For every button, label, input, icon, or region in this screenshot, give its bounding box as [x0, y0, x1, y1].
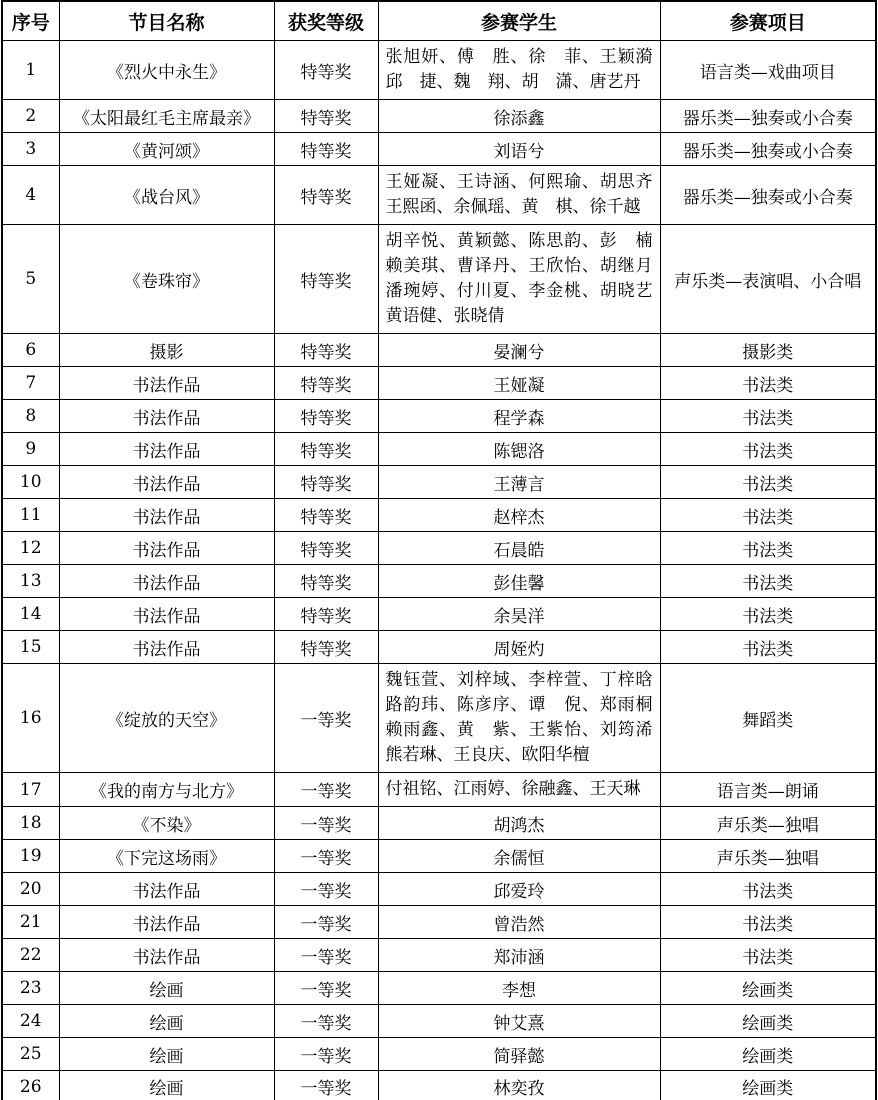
cell-award: 特等奖: [274, 133, 378, 166]
table-row: [2, 664, 876, 773]
cell-award: 一等奖: [274, 906, 378, 939]
cell-program: 书法作品: [59, 939, 274, 972]
cell-no: 18: [2, 807, 59, 840]
cell-project: 声乐类—独唱: [660, 840, 876, 873]
cell-program: 书法作品: [59, 906, 274, 939]
student-names-line: 王娅凝、王诗涵、何熙瑜、胡思齐: [385, 172, 653, 192]
cell-students: 王薄言: [378, 466, 660, 499]
table-row: [2, 631, 876, 664]
table-row: [2, 166, 876, 225]
column-header-award: 获奖等级: [274, 1, 378, 41]
table-row: [2, 466, 876, 499]
cell-no: 7: [2, 367, 59, 400]
student-names-line: 赖雨鑫、黄 紫、王紫怡、刘筠浠: [385, 720, 653, 740]
cell-students: [378, 225, 660, 334]
cell-students: [378, 664, 660, 773]
cell-award: 特等奖: [274, 631, 378, 664]
cell-no: 21: [2, 906, 59, 939]
cell-program: 绘画: [59, 1071, 274, 1100]
table-row: [2, 565, 876, 598]
cell-program: 书法作品: [59, 565, 274, 598]
cell-students: 王娅凝: [378, 367, 660, 400]
table-row: [2, 499, 876, 532]
cell-award: 特等奖: [274, 433, 378, 466]
cell-no: 9: [2, 433, 59, 466]
cell-students: 简驿懿: [378, 1038, 660, 1071]
cell-program: 书法作品: [59, 499, 274, 532]
cell-program: 《黄河颂》: [59, 133, 274, 166]
cell-project: 声乐类—独唱: [660, 807, 876, 840]
cell-students: 程学森: [378, 400, 660, 433]
table-row: [2, 367, 876, 400]
cell-no: 3: [2, 133, 59, 166]
cell-students: 钟艾熹: [378, 1005, 660, 1038]
cell-project: 声乐类—表演唱、小合唱: [660, 225, 876, 334]
cell-students: 徐添鑫: [378, 100, 660, 133]
cell-no: 17: [2, 773, 59, 807]
table-row: [2, 840, 876, 873]
cell-award: 一等奖: [274, 1005, 378, 1038]
student-names-line: 黄语健、张晓倩: [385, 306, 505, 326]
cell-program: 《卷珠帘》: [59, 225, 274, 334]
table-row: [2, 773, 876, 807]
cell-no: 4: [2, 166, 59, 225]
student-names-line: 熊若琳、王良庆、欧阳华檀: [385, 745, 590, 765]
cell-project: 书法类: [660, 532, 876, 565]
table-row: [2, 807, 876, 840]
cell-no: 16: [2, 664, 59, 773]
cell-students: 余儒恒: [378, 840, 660, 873]
cell-award: 特等奖: [274, 100, 378, 133]
cell-program: 《战台风》: [59, 166, 274, 225]
cell-project: 绘画类: [660, 1071, 876, 1100]
cell-program: 《不染》: [59, 807, 274, 840]
table-row: [2, 41, 876, 100]
cell-program: 书法作品: [59, 873, 274, 906]
cell-project: 书法类: [660, 873, 876, 906]
cell-award: 特等奖: [274, 565, 378, 598]
cell-program: 绘画: [59, 1005, 274, 1038]
cell-award: 一等奖: [274, 1071, 378, 1100]
cell-project: 书法类: [660, 433, 876, 466]
cell-no: 5: [2, 225, 59, 334]
cell-students: 赵梓杰: [378, 499, 660, 532]
student-names-line: 付祖铭、江雨婷、徐融鑫、王天琳: [385, 779, 641, 799]
cell-project: 书法类: [660, 565, 876, 598]
cell-project: 语言类—朗诵: [660, 773, 876, 807]
cell-program: 绘画: [59, 972, 274, 1005]
cell-no: 8: [2, 400, 59, 433]
cell-project: 书法类: [660, 906, 876, 939]
cell-project: 器乐类—独奏或小合奏: [660, 166, 876, 225]
cell-no: 26: [2, 1071, 59, 1100]
cell-program: 书法作品: [59, 466, 274, 499]
table-header: [2, 1, 876, 41]
cell-project: 书法类: [660, 598, 876, 631]
cell-award: 一等奖: [274, 972, 378, 1005]
table-row: [2, 133, 876, 166]
student-names-line: 魏钰萱、刘梓域、李梓萱、丁梓晗: [385, 670, 653, 690]
cell-program: 《太阳最红毛主席最亲》: [59, 100, 274, 133]
cell-students: 郑沛涵: [378, 939, 660, 972]
table-row: [2, 1005, 876, 1038]
cell-award: 特等奖: [274, 334, 378, 367]
header-row: [2, 1, 876, 41]
cell-award: 一等奖: [274, 939, 378, 972]
student-names-line: 邱 捷、魏 翔、胡 潇、唐艺丹: [385, 72, 641, 92]
cell-project: 摄影类: [660, 334, 876, 367]
column-header-program: 节目名称: [59, 1, 274, 41]
cell-students: 胡鸿杰: [378, 807, 660, 840]
column-header-students: 参赛学生: [378, 1, 660, 41]
cell-program: 书法作品: [59, 631, 274, 664]
cell-project: 语言类—戏曲项目: [660, 41, 876, 100]
student-names-line: 王熙函、余佩瑶、黄 棋、徐千越: [385, 197, 641, 217]
cell-project: 书法类: [660, 939, 876, 972]
awards-table: [1, 0, 877, 1100]
cell-project: 书法类: [660, 499, 876, 532]
cell-project: 器乐类—独奏或小合奏: [660, 133, 876, 166]
cell-no: 14: [2, 598, 59, 631]
table-row: [2, 225, 876, 334]
table-row: [2, 939, 876, 972]
cell-award: 一等奖: [274, 773, 378, 807]
table-row: [2, 1038, 876, 1071]
cell-no: 12: [2, 532, 59, 565]
cell-project: 书法类: [660, 367, 876, 400]
student-names-line: 赖美琪、曹译丹、王欣怡、胡继月: [385, 256, 653, 276]
table-row: [2, 598, 876, 631]
cell-project: 书法类: [660, 400, 876, 433]
cell-program: 《我的南方与北方》: [59, 773, 274, 807]
student-names-line: 胡辛悦、黄颖懿、陈思韵、彭 楠: [385, 231, 653, 251]
cell-award: 一等奖: [274, 1038, 378, 1071]
cell-project: 器乐类—独奏或小合奏: [660, 100, 876, 133]
cell-students: 邱爱玲: [378, 873, 660, 906]
cell-project: 绘画类: [660, 1005, 876, 1038]
cell-award: 特等奖: [274, 598, 378, 631]
cell-no: 13: [2, 565, 59, 598]
cell-no: 10: [2, 466, 59, 499]
cell-project: 书法类: [660, 631, 876, 664]
student-names-line: 张旭妍、傅 胜、徐 菲、王颖漪: [385, 47, 653, 67]
cell-students: 陈锶洛: [378, 433, 660, 466]
cell-program: 《绽放的天空》: [59, 664, 274, 773]
cell-no: 19: [2, 840, 59, 873]
cell-program: 绘画: [59, 1038, 274, 1071]
cell-award: 特等奖: [274, 41, 378, 100]
table-row: [2, 100, 876, 133]
cell-no: 23: [2, 972, 59, 1005]
student-names-line: 潘琬婷、付川夏、李金桃、胡晓艺: [385, 281, 653, 301]
cell-no: 15: [2, 631, 59, 664]
table-row: [2, 906, 876, 939]
table-row: [2, 532, 876, 565]
cell-no: 25: [2, 1038, 59, 1071]
cell-no: 2: [2, 100, 59, 133]
table-row: [2, 873, 876, 906]
table-row: [2, 1071, 876, 1100]
cell-program: 书法作品: [59, 532, 274, 565]
cell-no: 11: [2, 499, 59, 532]
cell-students: 林奕孜: [378, 1071, 660, 1100]
cell-award: 一等奖: [274, 807, 378, 840]
cell-program: 书法作品: [59, 598, 274, 631]
cell-no: 20: [2, 873, 59, 906]
cell-award: 特等奖: [274, 225, 378, 334]
cell-project: 绘画类: [660, 972, 876, 1005]
cell-award: 特等奖: [274, 499, 378, 532]
cell-program: 书法作品: [59, 433, 274, 466]
cell-award: 一等奖: [274, 840, 378, 873]
cell-program: 书法作品: [59, 367, 274, 400]
cell-award: 特等奖: [274, 367, 378, 400]
cell-award: 特等奖: [274, 532, 378, 565]
cell-project: 舞蹈类: [660, 664, 876, 773]
cell-no: 1: [2, 41, 59, 100]
cell-award: 特等奖: [274, 400, 378, 433]
table-row: [2, 334, 876, 367]
table-row: [2, 972, 876, 1005]
cell-award: 特等奖: [274, 166, 378, 225]
cell-project: 绘画类: [660, 1038, 876, 1071]
cell-award: 一等奖: [274, 664, 378, 773]
cell-program: 《烈火中永生》: [59, 41, 274, 100]
cell-students: 彭佳馨: [378, 565, 660, 598]
cell-program: 书法作品: [59, 400, 274, 433]
cell-students: 曾浩然: [378, 906, 660, 939]
cell-students: [378, 166, 660, 225]
cell-no: 22: [2, 939, 59, 972]
table-row: [2, 400, 876, 433]
cell-students: 余昊洋: [378, 598, 660, 631]
cell-students: 刘语兮: [378, 133, 660, 166]
cell-students: 晏澜兮: [378, 334, 660, 367]
cell-students: 周姪灼: [378, 631, 660, 664]
cell-students: [378, 773, 660, 807]
cell-students: 石晨皓: [378, 532, 660, 565]
column-header-no: 序号: [2, 1, 59, 41]
column-header-project: 参赛项目: [660, 1, 876, 41]
cell-award: 特等奖: [274, 466, 378, 499]
cell-no: 6: [2, 334, 59, 367]
cell-program: 摄影: [59, 334, 274, 367]
table-body: [2, 41, 876, 1100]
cell-award: 一等奖: [274, 873, 378, 906]
table-row: [2, 433, 876, 466]
cell-students: 李想: [378, 972, 660, 1005]
cell-students: [378, 41, 660, 100]
student-names-line: 路韵玮、陈彦序、谭 倪、郑雨桐: [385, 695, 653, 715]
cell-program: 《下完这场雨》: [59, 840, 274, 873]
cell-project: 书法类: [660, 466, 876, 499]
cell-no: 24: [2, 1005, 59, 1038]
